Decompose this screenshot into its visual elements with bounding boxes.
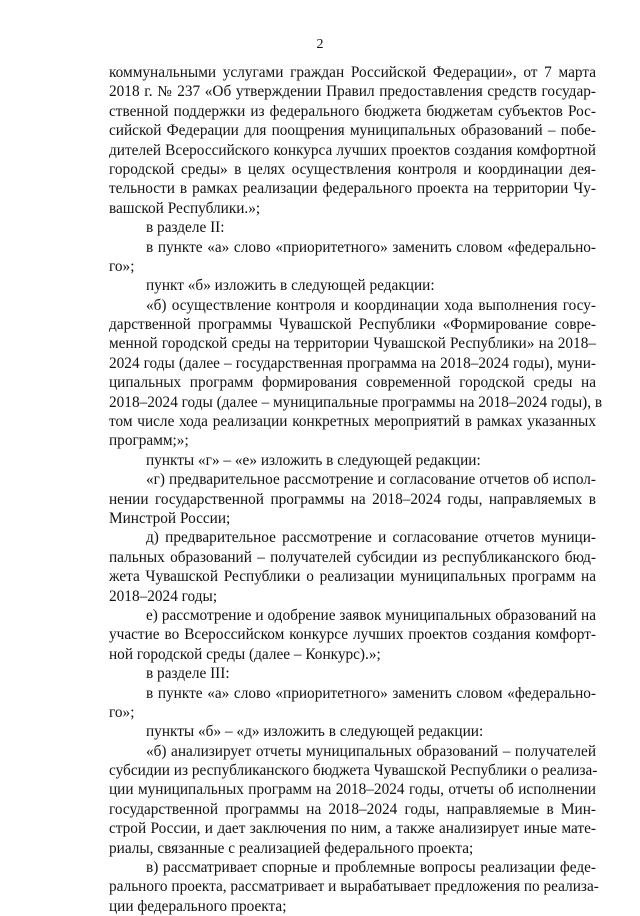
text-line: ции федерального проекта;	[109, 897, 287, 915]
text-line: 2018 г. № 237 «Об утверждении Правил предоставления средств государ-	[109, 83, 596, 101]
text-line: ной городской среды (далее – Конкурс).»;	[109, 645, 381, 663]
text-line: пальных образований – получателей субсидии из республиканского бюд-	[109, 548, 596, 566]
text-line: в разделе III:	[146, 665, 230, 683]
text-line: 2018–2024 годы;	[109, 587, 218, 605]
text-line: «г) предварительное рассмотрение и согласование отчетов об испол-	[146, 471, 596, 489]
text-line: в) рассматривает спорные и проблемные вопросы реализации феде-	[146, 859, 596, 877]
text-line: в разделе II:	[146, 219, 225, 237]
text-line: в пункте «а» слово «приоритетного» заменить словом «федерально-	[146, 238, 596, 256]
text-line: 2024 годы (далее – государственная программа на 2018–2024 годы), муни-	[109, 354, 596, 372]
text-line: сийской Федерации для поощрения муниципальных образований – побе-	[109, 122, 596, 140]
text-line: ции муниципальных программ на 2018–2024 годы, отчеты об исполнении	[109, 781, 596, 799]
text-line: городской среды» в целях осуществления контроля и координации дея-	[109, 160, 596, 178]
text-line: риалы, связанные с реализацией федерального проекта;	[109, 839, 474, 857]
text-line: го»;	[109, 257, 135, 275]
text-line: ственной поддержки из федерального бюджета бюджетам субъектов Рос-	[109, 102, 596, 120]
page-number: 2	[316, 37, 324, 52]
text-line: ципальных программ формирования современной городской среды на	[109, 374, 596, 392]
text-line: менной городской среды на территории Чувашской Республики» на 2018–	[109, 335, 596, 353]
text-line: программ;»;	[109, 432, 189, 450]
text-line: д) предварительное рассмотрение и согласование отчетов муници-	[146, 529, 596, 547]
text-line: нении государственной программы на 2018–2024 годы, направляемых в	[109, 490, 596, 508]
text-line: тельности в рамках реализации федерального проекта на территории Чу-	[109, 180, 596, 198]
text-line: в пункте «а» слово «приоритетного» заменить словом «федерально-	[146, 684, 596, 702]
text-line: «б) анализирует отчеты муниципальных образований – получателей	[146, 742, 596, 760]
text-line: жета Чувашской Республики о реализации муниципальных программ на	[109, 568, 596, 586]
text-line: Минстрой России;	[109, 509, 231, 527]
text-line: пункты «б» – «д» изложить в следующей редакции:	[146, 723, 484, 741]
text-line: дителей Всероссийского конкурса лучших проектов создания комфортной	[109, 141, 596, 159]
text-line: вашской Республики.»;	[109, 199, 261, 217]
text-line: го»;	[109, 703, 135, 721]
text-line: том числе хода реализации конкретных мероприятий в рамках указанных	[109, 413, 596, 431]
text-line: коммунальными услугами граждан Российской Федерации», от 7 марта	[109, 64, 596, 81]
text-line: е) рассмотрение и одобрение заявок муниципальных образований на	[146, 606, 596, 624]
text-line: «б) осуществление контроля и координации хода выполнения госу-	[146, 296, 596, 314]
text-line: участие во Всероссийском конкурсе лучших проектов создания комфорт-	[109, 626, 596, 644]
text-line: 2018–2024 годы (далее – муниципальные программы на 2018–2024 годы), в	[109, 393, 603, 411]
text-line: рального проекта, рассматривает и вырабатывает предложения по реализа-	[109, 878, 599, 896]
document-body	[109, 63, 603, 916]
text-line: дарственной программы Чувашской Республики «Формирование совре-	[109, 316, 596, 334]
text-line: субсидии из республиканского бюджета Чувашской Республики о реализа-	[109, 762, 598, 780]
text-line: государственной программы на 2018–2024 годы, направляемые в Мин-	[109, 800, 596, 818]
text-line: пункты «г» – «е» изложить в следующей редакции:	[146, 451, 481, 469]
text-line: строй России, и дает заключения по ним, а также анализирует иные мате-	[109, 820, 596, 838]
text-line: пункт «б» изложить в следующей редакции:	[146, 277, 435, 295]
